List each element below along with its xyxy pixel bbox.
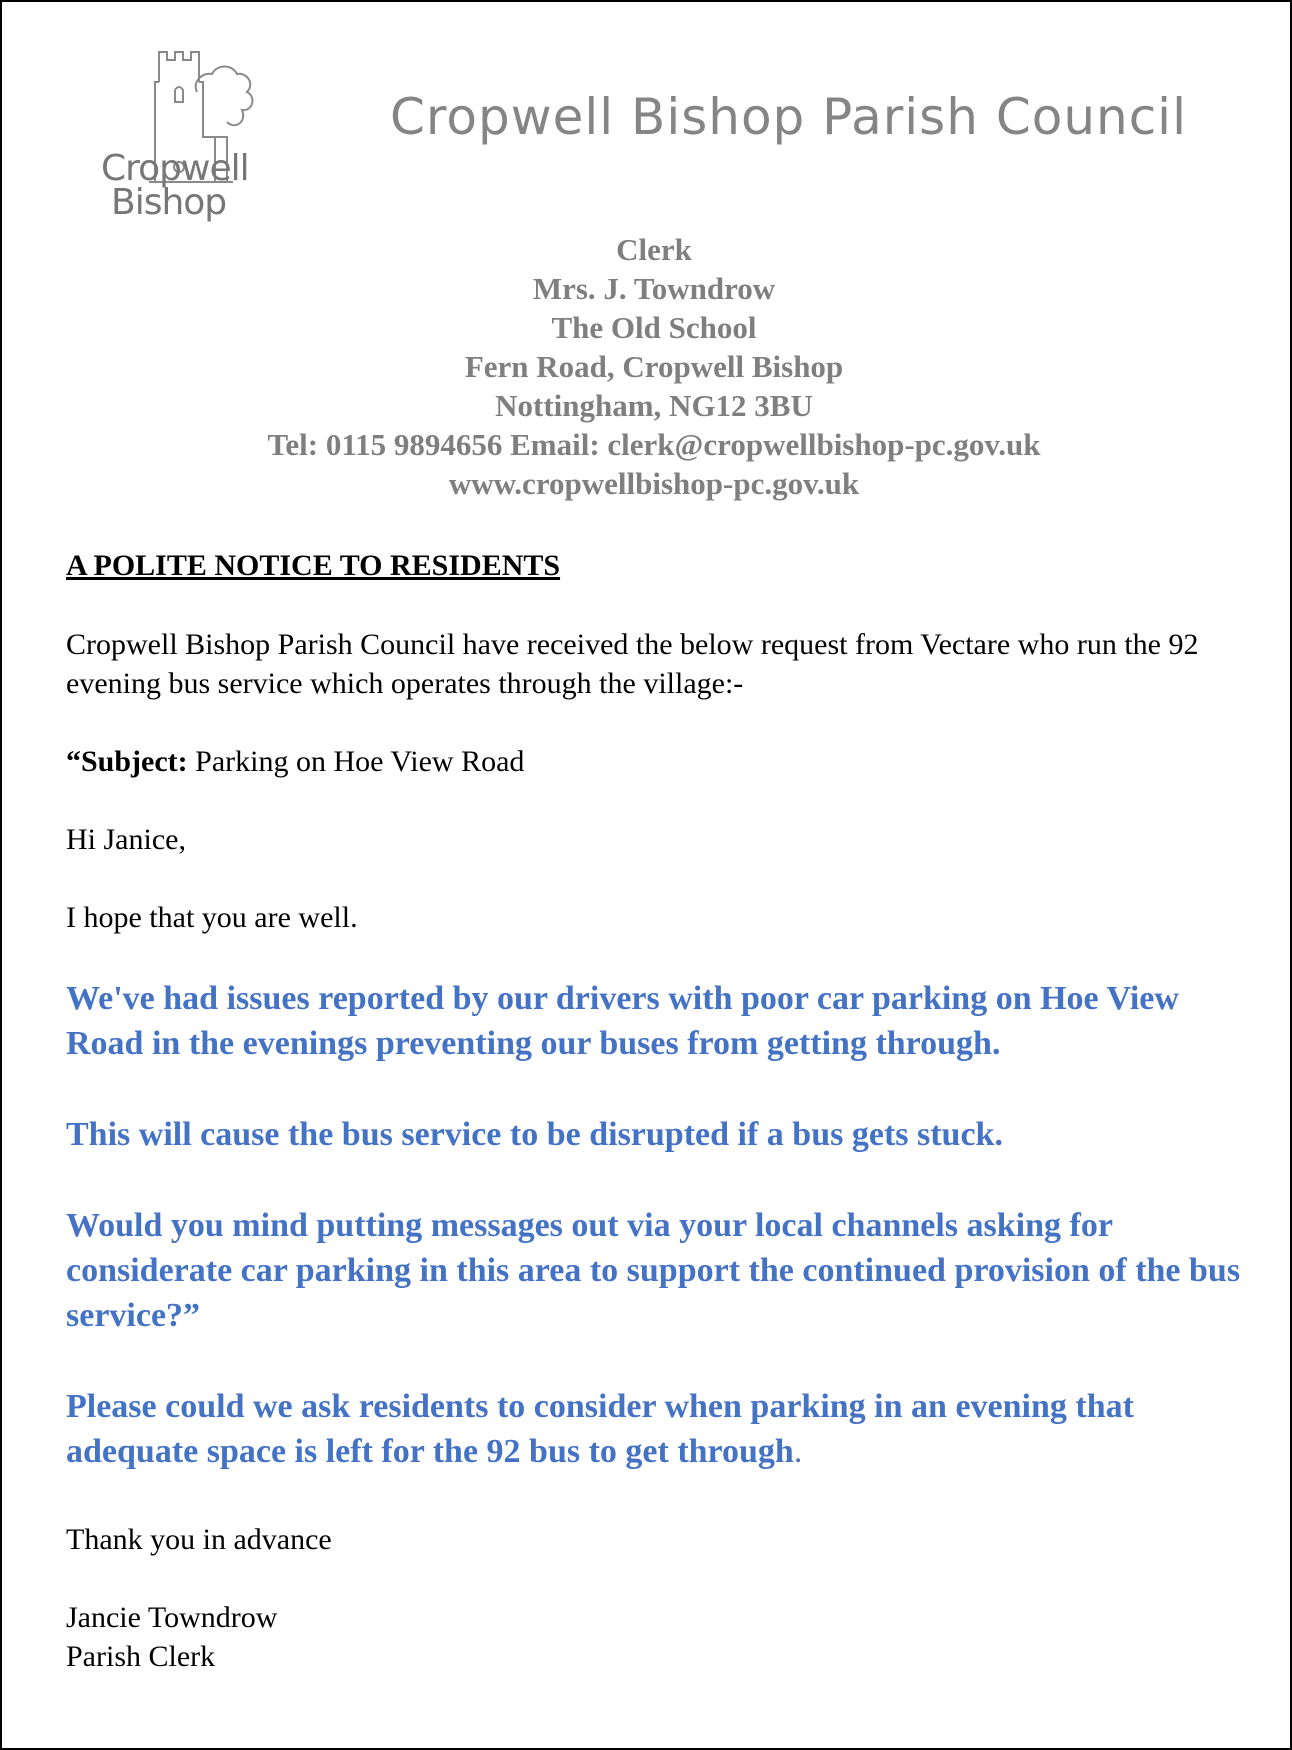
address-city: Nottingham, NG12 3BU	[495, 388, 813, 423]
subject-text: Parking on Hoe View Road	[187, 745, 525, 778]
request-paragraph-4-text: Please could we ask residents to consider when parking in an evening that adequate space is left for the 92 bus to get through	[66, 1388, 1134, 1470]
notice-heading: A POLITE NOTICE TO RESIDENTS	[66, 549, 561, 582]
request-paragraph-4-end: .	[793, 1433, 803, 1470]
signature-block	[66, 1598, 1256, 1676]
clerk-role: Clerk	[616, 232, 692, 267]
parish-logo	[97, 42, 257, 232]
wellwish: I hope that you are well.	[66, 901, 358, 934]
subject-line	[66, 742, 1256, 781]
clerk-name: Mrs. J. Towndrow	[532, 271, 776, 306]
address-building: The Old School	[551, 310, 757, 345]
request-paragraph-2: This will cause the bus service to be disrupted if a bus gets stuck.	[66, 1116, 1003, 1153]
request-paragraph-1: We've had issues reported by our drivers with poor car parking on Hoe View Road in the evenings preventing our buses from getting through.	[66, 980, 1179, 1062]
request-paragraph-3: Would you mind putting messages out via your local channels asking for considerate car parking in this area to support the continued provision of the bus service?”	[66, 1207, 1241, 1334]
logo-text-line2: Bishop	[111, 182, 227, 223]
signature-name: Jancie Towndrow	[66, 1601, 278, 1634]
greeting: Hi Janice,	[66, 823, 186, 856]
notice-body	[66, 546, 1256, 1676]
address-street: Fern Road, Cropwell Bishop	[464, 349, 844, 384]
website-link[interactable]: www.cropwellbishop-pc.gov.uk	[448, 466, 860, 501]
signature-title: Parish Clerk	[66, 1640, 216, 1673]
logo-text-line1: Cropwell	[101, 148, 249, 189]
contact-line: Tel: 0115 9894656 Email: clerk@cropwellbishop-pc.gov.uk	[267, 427, 1041, 462]
request-paragraph-4	[66, 1384, 1256, 1474]
clerk-address-block	[2, 230, 1292, 503]
intro-paragraph: Cropwell Bishop Parish Council have received the below request from Vectare who run the 92 evening bus service which operates through the village:-	[66, 628, 1199, 700]
council-title: Cropwell Bishop Parish Council	[390, 88, 1187, 146]
subject-label: “Subject:	[66, 745, 188, 778]
thanks-line: Thank you in advance	[66, 1523, 332, 1556]
